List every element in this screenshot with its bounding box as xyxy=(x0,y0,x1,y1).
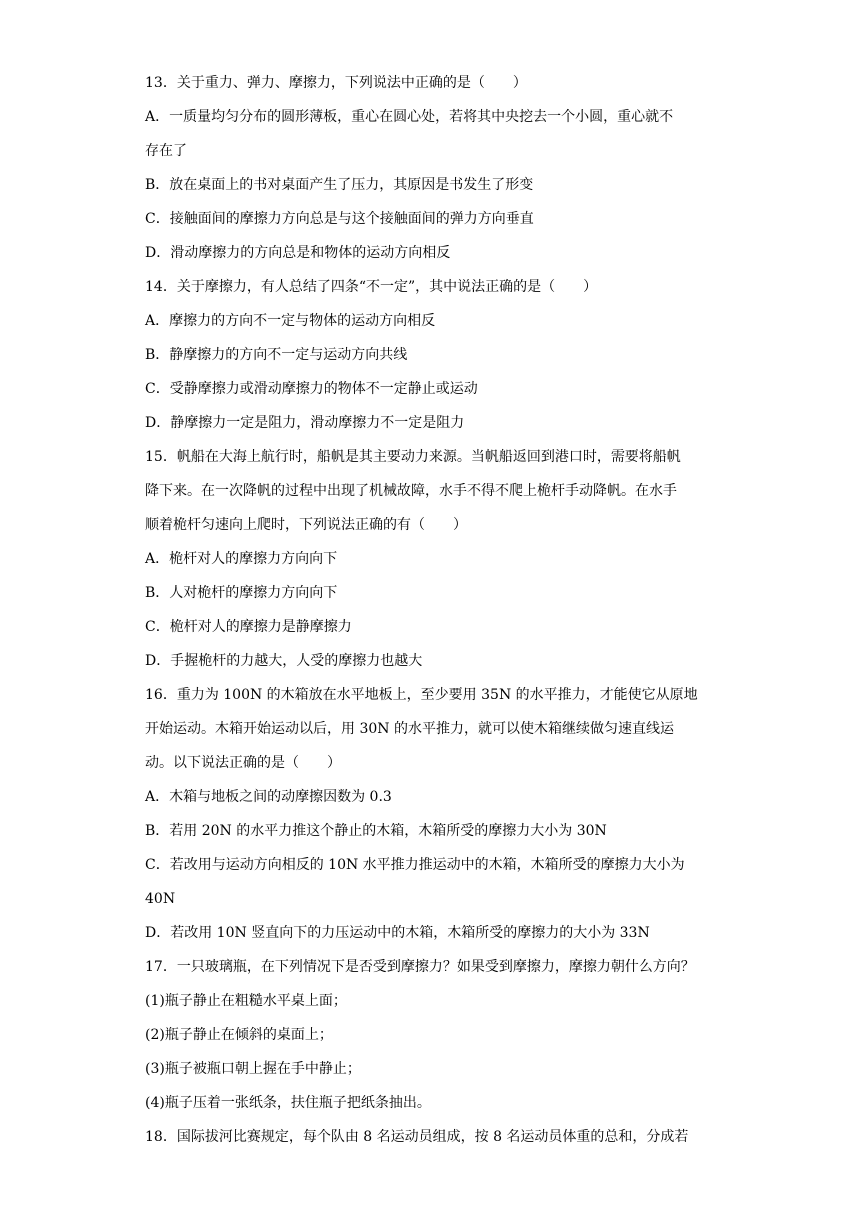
q15-stem-3: 顺着桅杆匀速向上爬时，下列说法正确的有（ ） xyxy=(145,517,467,533)
q13-option-d: D．滑动摩擦力的方向总是和物体的运动方向相反 xyxy=(145,245,451,261)
q15-option-d: D．手握桅杆的力越大，人受的摩擦力也越大 xyxy=(145,653,423,669)
q13-option-c: C．接触面间的摩擦力方向总是与这个接触面间的弹力方向垂直 xyxy=(145,211,534,227)
q17-part-3: (3)瓶子被瓶口朝上握在手中静止； xyxy=(145,1061,361,1077)
q16-stem-3: 动。以下说法正确的是（ ） xyxy=(145,755,341,771)
q16-option-b: B．若用 20N 的水平力推这个静止的木箱，木箱所受的摩擦力大小为 30N xyxy=(145,823,607,839)
q14-option-b: B．静摩擦力的方向不一定与运动方向共线 xyxy=(145,347,408,363)
q14-option-d: D．静摩擦力一定是阻力，滑动摩擦力不一定是阻力 xyxy=(145,415,465,431)
q13-option-a: A．一质量均匀分布的圆形薄板，重心在圆心处，若将其中央挖去一个小圆，重心就不 xyxy=(145,109,674,125)
q16-option-a: A．木箱与地板之间的动摩擦因数为 0.3 xyxy=(145,789,392,805)
q15-option-c: C．桅杆对人的摩擦力是静摩擦力 xyxy=(145,619,352,635)
q17-part-4: (4)瓶子压着一张纸条，扶住瓶子把纸条抽出。 xyxy=(145,1095,431,1111)
q15-stem-2: 降下来。在一次降帆的过程中出现了机械故障，水手不得不爬上桅杆手动降帆。在水手 xyxy=(145,483,677,499)
q16-option-c-cont: 40N xyxy=(145,891,176,907)
q14-stem: 14．关于摩擦力，有人总结了四条“不一定”，其中说法正确的是（ ） xyxy=(145,279,598,295)
q15-option-a: A．桅杆对人的摩擦力方向向下 xyxy=(145,551,338,567)
q17-part-1: (1)瓶子静止在粗糙水平桌上面； xyxy=(145,993,347,1009)
q16-option-d: D．若改用 10N 竖直向下的力压运动中的木箱，木箱所受的摩擦力的大小为 33N xyxy=(145,925,650,941)
q17-part-2: (2)瓶子静止在倾斜的桌面上； xyxy=(145,1027,333,1043)
q16-stem-1: 16．重力为 100N 的木箱放在水平地板上，至少要用 35N 的水平推力，才能使它从原地 xyxy=(145,687,698,703)
q15-stem-1: 15．帆船在大海上航行时，船帆是其主要动力来源。当帆船返回到港口时，需要将船帆 xyxy=(145,449,681,465)
q16-stem-2: 开始运动。木箱开始运动以后，用 30N 的水平推力，就可以使木箱继续做匀速直线运 xyxy=(145,721,674,737)
q13-stem: 13．关于重力、弹力、摩擦力，下列说法中正确的是（ ） xyxy=(145,75,527,91)
q14-option-a: A．摩擦力的方向不一定与物体的运动方向相反 xyxy=(145,313,436,329)
q13-option-a-cont: 存在了 xyxy=(145,143,187,159)
q17-stem: 17．一只玻璃瓶，在下列情况下是否受到摩擦力？如果受到摩擦力，摩擦力朝什么方向？ xyxy=(145,959,695,975)
q16-option-c: C．若改用与运动方向相反的 10N 水平推力推运动中的木箱，木箱所受的摩擦力大小为 xyxy=(145,857,685,873)
q13-option-b: B．放在桌面上的书对桌面产生了压力，其原因是书发生了形变 xyxy=(145,177,534,193)
q15-option-b: B．人对桅杆的摩擦力方向向下 xyxy=(145,585,338,601)
q18-stem: 18．国际拔河比赛规定，每个队由 8 名运动员组成，按 8 名运动员体重的总和，分成若 xyxy=(145,1129,689,1145)
q14-option-c: C．受静摩擦力或滑动摩擦力的物体不一定静止或运动 xyxy=(145,381,478,397)
